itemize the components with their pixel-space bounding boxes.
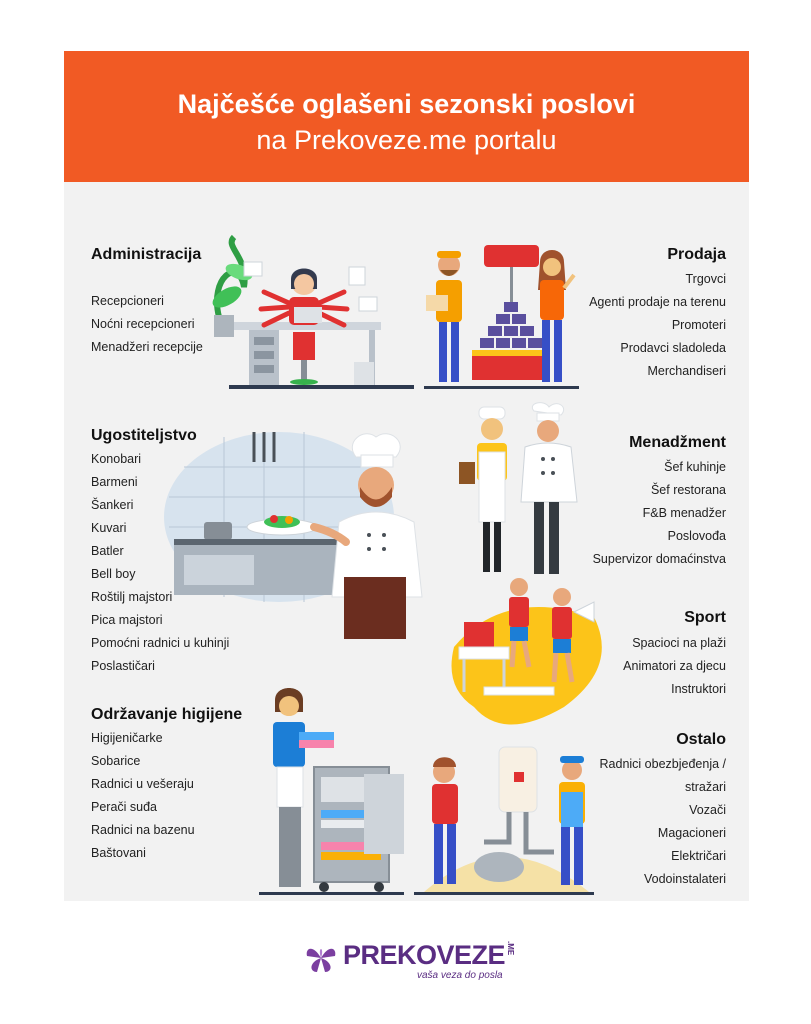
- list-item: Konobari: [91, 452, 142, 466]
- list-prodaja: [589, 268, 726, 383]
- list-ostalo: [600, 753, 726, 891]
- list-menadzment: [593, 456, 726, 571]
- list-item: Bell boy: [91, 567, 136, 581]
- list-item: Instruktori: [671, 682, 726, 696]
- content-panel: [64, 182, 749, 901]
- list-item: Recepcioneri: [91, 294, 164, 308]
- list-item: Perači suđa: [91, 800, 158, 814]
- list-sport: [623, 632, 726, 701]
- list-item: Menadžeri recepcije: [91, 340, 203, 354]
- list-item: stražari: [685, 780, 726, 794]
- list-item: Šef restorana: [650, 483, 726, 497]
- list-item: Kuvari: [91, 521, 127, 535]
- flower-logo-icon: [303, 940, 339, 976]
- list-item: Šankeri: [91, 498, 134, 512]
- list-item: Poslastičari: [91, 659, 155, 673]
- header-title: Najčešće oglašeni sezonski poslovi: [177, 89, 636, 119]
- list-item: Poslovođa: [667, 529, 726, 543]
- section-title-menadzment: Menadžment: [629, 434, 726, 451]
- list-item: Roštilj majstori: [91, 590, 173, 604]
- header-banner: [64, 51, 749, 182]
- list-item: F&B menadžer: [642, 506, 726, 520]
- prekoveze-logo: [303, 938, 518, 983]
- sales-illustration: [424, 240, 584, 390]
- list-item: Radnici obezbjeđenja /: [599, 757, 726, 771]
- list-item: Vozači: [689, 803, 726, 817]
- list-item: Noćni recepcioneri: [91, 317, 195, 331]
- list-item: Promoteri: [671, 318, 726, 332]
- housekeeping-illustration: [259, 682, 409, 897]
- list-item: Baštovani: [91, 846, 146, 860]
- list-administracija: [91, 290, 203, 359]
- list-item: Supervizor domaćinstva: [592, 552, 726, 566]
- section-title-ostalo: Ostalo: [676, 731, 726, 748]
- list-higijena: [91, 727, 195, 865]
- section-title-prodaja: Prodaja: [667, 246, 726, 263]
- logo-wordmark: PREKOVEZE: [343, 940, 506, 970]
- section-title-higijena: Održavanje higijene: [91, 706, 243, 723]
- list-item: Batler: [91, 544, 124, 558]
- list-item: Radnici na bazenu: [91, 823, 195, 837]
- list-item: Spacioci na plaži: [632, 636, 726, 650]
- list-item: Radnici u vešeraju: [91, 777, 194, 791]
- list-item: Prodavci sladoleda: [620, 341, 726, 355]
- list-item: Vodoinstalateri: [643, 872, 726, 886]
- reception-illustration: [209, 237, 419, 392]
- section-title-ugostiteljstvo: Ugostiteljstvo: [91, 427, 197, 444]
- technicians-illustration: [414, 742, 599, 897]
- list-item: Merchandiseri: [647, 364, 726, 378]
- list-item: Magacioneri: [657, 826, 726, 840]
- list-item: Pica majstori: [91, 613, 163, 627]
- header-subtitle: na Prekoveze.me portalu: [256, 125, 557, 155]
- managers-illustration: [449, 407, 584, 577]
- list-item: Barmeni: [91, 475, 138, 489]
- logo-tagline: vaša veza do posla: [417, 970, 503, 981]
- list-item: Pomoćni radnici u kuhinji: [91, 636, 230, 650]
- list-ugostiteljstvo: [91, 448, 229, 678]
- list-item: Šef kuhinje: [664, 460, 726, 474]
- beach-sport-illustration: [444, 567, 614, 737]
- list-item: Agenti prodaje na terenu: [589, 295, 726, 309]
- section-title-administracija: Administracija: [91, 246, 202, 263]
- list-item: Trgovci: [685, 272, 726, 286]
- logo-suffix: .ME: [506, 941, 515, 956]
- section-title-sport: Sport: [684, 609, 726, 626]
- list-item: Animatori za djecu: [623, 659, 726, 673]
- list-item: Higijeničarke: [91, 731, 163, 745]
- list-item: Sobarice: [91, 754, 141, 768]
- list-item: Električari: [671, 849, 726, 863]
